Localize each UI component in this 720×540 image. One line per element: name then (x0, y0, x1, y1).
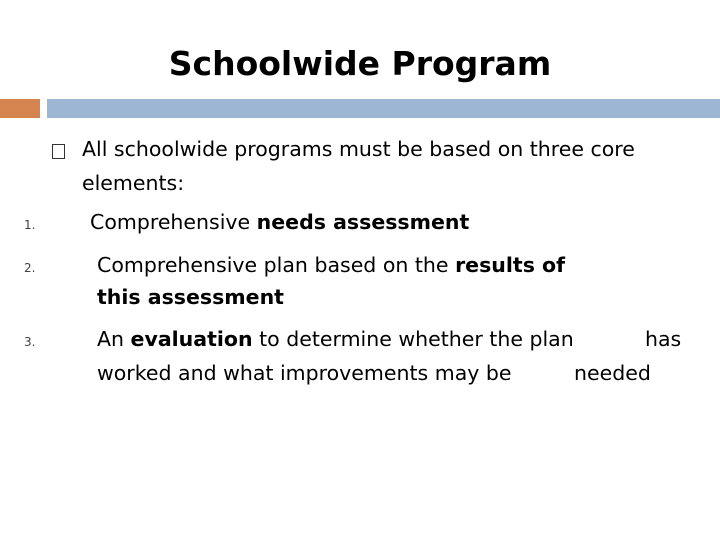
list-number: 1. (24, 218, 36, 232)
title-rule-bar (47, 99, 720, 118)
title-rule-accent (0, 99, 40, 118)
checkbox-bullet-icon (52, 144, 65, 159)
list-item-text-line-2: this assessment (97, 285, 284, 309)
intro-line-2: elements: (82, 171, 185, 195)
list-item-text-line-2: worked and what improvements may be (97, 361, 512, 385)
list-item-text-line-1-end: has (645, 327, 682, 351)
list-item-text-line-2-end: needed (574, 361, 651, 385)
intro-line-1: All schoolwide programs must be based on three core (82, 137, 635, 161)
list-number: 3. (24, 335, 36, 349)
slide-title: Schoolwide Program (168, 44, 552, 83)
list-number: 2. (24, 261, 36, 275)
list-item-text-line-1: Comprehensive plan based on the results of (97, 253, 566, 277)
list-item-text-line-1: An evaluation to determine whether the plan (97, 327, 574, 351)
list-item-text: Comprehensive needs assessment (90, 210, 470, 234)
